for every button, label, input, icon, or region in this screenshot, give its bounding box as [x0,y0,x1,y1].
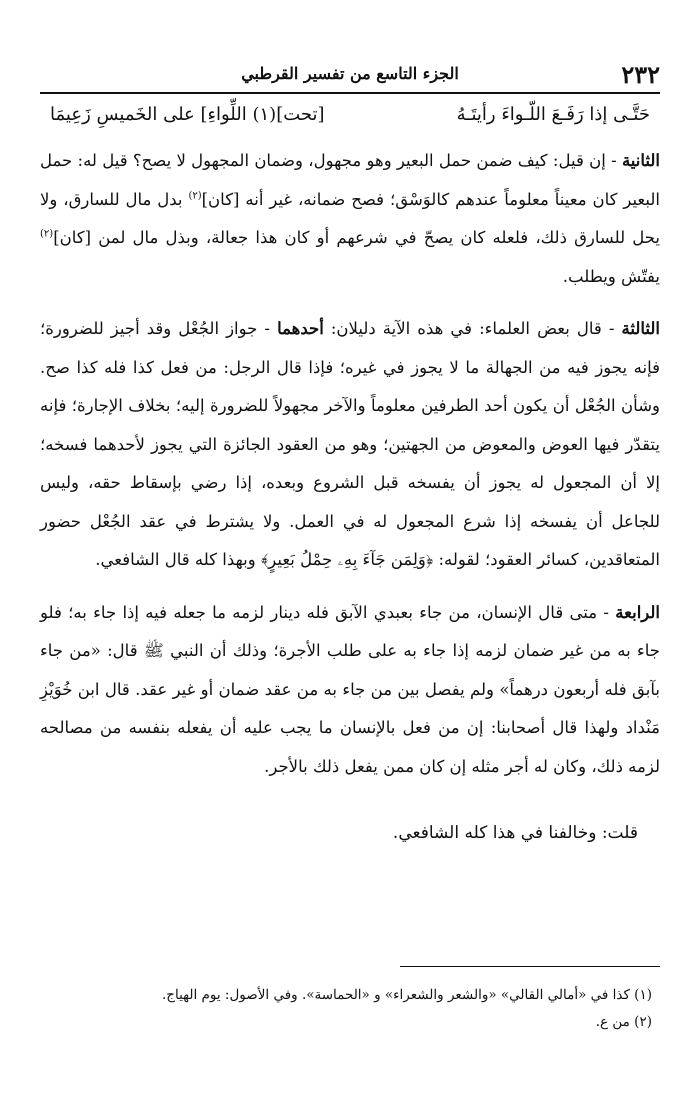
footnote-rule [400,966,660,967]
footnote-ref: (٢) [40,228,54,240]
running-title: الجزء التاسع من تفسير القرطبي [241,64,459,83]
section-heading-third: الثالثة [621,319,660,338]
paragraph-text: - جواز الجُعْل وقد أجيز للضرورة؛ فإنه يجوز فيه من الجهالة ما لا يجوز في غيره؛ فإذا قال الرجل: من فعل كذا فله كذا صح. وشأن الجُعْل أن يكون أحد الطرفين معلوماً والآخر مجهولاً للضرورة إليه؛ بخلاف الإجارة؛ فإنه يتقدّر فيها العوض والمعوض من الجهتين؛ وهو من العقود الجائزة التي يجوز لأحدهما فسخه؛ إلا أن المجعول له يجوز أن يفسخه قبل الشروع وبعده، إذا رضي بإسقاط حقه، وليس للجاعل أن يفسخه إذا شرع المجعول له في العمل. ولا يشترط في عقد الجُعْل حضور المتعاقدين، كسائر العقود؛ لقوله: [40,319,660,569]
header-rule [40,92,660,94]
paragraph-text: - قال بعض العلماء: في هذه الآية دليلان: [323,319,622,338]
paragraph-text: وبهذا كله قال الشافعي. [95,550,261,569]
paragraph-fourth [40,594,660,787]
paragraph-text: يفتّش ويطلب. [562,266,660,286]
paragraph-third [40,310,660,580]
paragraph-second [40,142,660,296]
section-heading-fourth: الرابعة [615,602,660,622]
footnote-1: (١) كذا في «أمالي القالي» «والشعر والشعراء» و «الحماسة». وفي الأصول: يوم الهياج. [161,987,652,1003]
poetry-verse [40,100,660,136]
paragraph-text: - إن قيل: كيف ضمن حمل البعير وهو مجهول، وضمان المجهول لا يصح؟ قيل له: حمل البعير كان معيناً معلوماً عندهم كالوَسْق؛ فصح ضمانه، غير أنه [كان] [40,151,660,209]
footnote-ref: (٢) [188,190,202,201]
qult-remark: قلت: وخالفنا في هذا كله الشافعي. [392,823,638,843]
page-number: ٢٣٢ [621,60,660,89]
page-header [40,56,660,94]
paragraph-text: بدل مال للسارق، ولا يحل للسارق ذلك، فلعله كان يصحّ في شرعهم أو كان هذا جعالة، وبذل مال لمن [كان] [40,189,660,247]
paragraph-text: - متى قال الإنسان، من جاء بعبدي الآبق فله دينار لزمه ما جعله فيه إذا جاء به؛ فلو جاء به من غير ضمان لزمه إذا جاء به على طلب الأجرة؛ وذلك أن النبي ﷺ قال: «من جاء بآبق فله أربعون درهماً» ولم يفصل بين من جاء به من عقد ضمان أو غير عقد. قال ابن خُوَيْزِ مَنْداد ولهذا قال أصحابنا: إن من فعل بالإنسان ما يجب عليه أن يفعله بنفسه من مصالحه لزمه ذلك، وكان له أجر مثله إن كان ممن يفعل ذلك بالأجر. [40,602,660,776]
section-heading-second: الثانية [621,151,660,170]
verse-hemistich-first: حَتَّـى إذا رَفَـعَ اللّـواءَ رأيتَـهُ [456,104,650,125]
quran-quote: ﴿وَلِمَن جَآءَ بِهِۦ حِمْلُ بَعِيرٍ﴾ [260,550,434,569]
footnotes [40,982,652,1036]
verse-hemistich-second: [تحت](١) اللِّواءِ] على الخَميسِ زَعِيمَا [50,104,325,125]
sub-heading-first: أحدهما [277,319,324,338]
footnote-2: (٢) من ع. [595,1014,652,1030]
main-text [40,142,660,869]
